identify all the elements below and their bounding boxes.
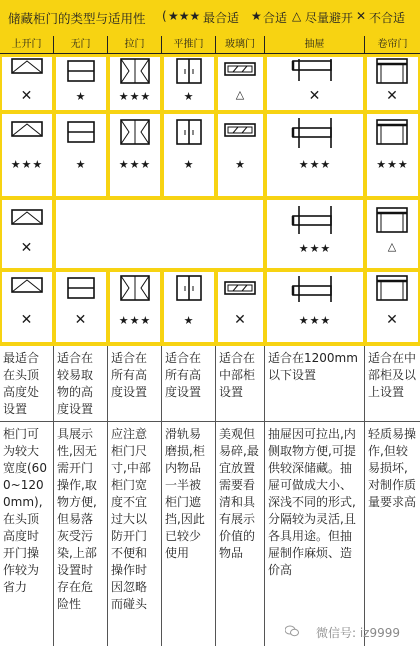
cell-r4-hinged-door: [110, 272, 160, 342]
rating-r4-no-door: ✕: [74, 312, 88, 328]
top-hinged-door-icon: [2, 272, 52, 308]
rating-r3-top-hinged: ✕: [20, 240, 34, 256]
legend-ok-label: 合适: [263, 11, 288, 25]
legend-paren: (: [162, 9, 167, 23]
notes-drawer: 抽屉因可拉出,内侧取物方便,可提供较深储藏。抽屉可做成大小、深浅不同的形式,分隔较为灵活,且各具用途。但抽屉制作麻烦、造价高: [265, 422, 365, 646]
top-hinged-door-icon: [2, 114, 52, 150]
rolling-door-icon: [367, 200, 418, 236]
legend-bad-label: 不合适: [369, 11, 406, 25]
glass-door-icon: [218, 114, 263, 150]
notes-top-hinged: 柜门可为较大宽度(600~1200mm),在头顶高度时开门操作较为省力: [0, 422, 54, 646]
rolling-door-icon: [367, 272, 418, 308]
cell-r2-hinged-door: [110, 114, 160, 196]
cell-r1-sliding-door: [164, 57, 214, 110]
rating-r2-drawer: ★★★: [298, 158, 332, 171]
notes-sliding-door: 滑轨易磨损,柜内物品一半被柜门遮挡,因此已较少使用: [162, 422, 216, 646]
rolling-door-icon: [367, 114, 418, 150]
cell-r1-glass-door: [218, 57, 263, 110]
cell-r2-drawer: [267, 114, 363, 196]
legend-avoid-symbol: △: [292, 9, 302, 23]
title-bar: [0, 0, 420, 37]
col-header-rolling-door: 卷帘门: [365, 36, 420, 54]
cell-r2-sliding-door: [164, 114, 214, 196]
usage-hinged-door: 适合在所有高度设置: [108, 346, 162, 421]
rating-r2-glass-door: ★: [235, 158, 246, 171]
cell-r3-rolling-door: [367, 200, 418, 268]
rating-r2-no-door: ★: [75, 158, 87, 171]
watermark: 微信号: iz9999: [315, 626, 400, 640]
open-shelf-icon: [56, 57, 106, 87]
top-hinged-door-icon: [2, 57, 52, 87]
cell-r4-top-hinged: [2, 272, 52, 342]
cell-r3-drawer: [267, 200, 363, 268]
legend-best-label: 最合适: [203, 11, 240, 25]
col-header-hinged-door: 拉门: [108, 36, 162, 54]
usage-glass-door: 适合在中部柜设置: [216, 346, 265, 421]
rating-r1-drawer: ✕: [308, 88, 322, 104]
rating-r1-hinged-door: ★★★: [118, 90, 152, 103]
rating-r2-top-hinged: ★★★: [10, 158, 44, 171]
cell-r2-top-hinged: [2, 114, 52, 196]
cell-r4-rolling-door: [367, 272, 418, 342]
drawer-icon: [267, 200, 363, 236]
rating-r4-drawer: ★★★: [298, 314, 332, 327]
col-header-no-door: 无门: [54, 36, 108, 54]
open-shelf-icon: [56, 272, 106, 308]
rating-r1-rolling-door: ✕: [386, 88, 399, 104]
notes-glass-door: 美观但易碎,最宜放置需要看清和具有展示价值的物品: [216, 422, 265, 646]
hinged-door-icon: [110, 272, 160, 308]
rating-r1-top-hinged: ✕: [20, 88, 34, 104]
usage-no-door: 适合在较易取物的高度设置: [54, 346, 108, 421]
rating-r4-glass-door: ✕: [234, 312, 247, 328]
cell-r3-empty: [56, 200, 263, 268]
drawer-icon: [267, 57, 363, 87]
sliding-door-icon: [164, 57, 214, 87]
cell-r4-sliding-door: [164, 272, 214, 342]
cell-r1-drawer: [267, 57, 363, 110]
top-hinged-door-icon: [2, 200, 52, 236]
legend-bad-symbol: ✕: [356, 9, 367, 23]
rating-r2-rolling-door: ★★★: [376, 158, 409, 171]
sliding-door-icon: [164, 114, 214, 150]
rolling-door-icon: [367, 57, 418, 87]
wechat-icon: [285, 625, 299, 637]
legend-best-symbol: ★★★: [168, 9, 201, 23]
rating-r3-drawer: ★★★: [298, 242, 332, 255]
cell-r1-hinged-door: [110, 57, 160, 110]
rating-r4-sliding-door: ★: [183, 314, 195, 327]
cell-r1-no-door: [56, 57, 106, 110]
cell-r4-glass-door: [218, 272, 263, 342]
rating-r4-hinged-door: ★★★: [118, 314, 152, 327]
hinged-door-icon: [110, 57, 160, 87]
rating-r1-no-door: ★: [75, 90, 87, 103]
usage-sliding-door: 适合在所有高度设置: [162, 346, 216, 421]
col-header-sliding-door: 平推门: [162, 36, 216, 54]
legend-avoid-label: 尽量避开: [305, 11, 354, 25]
usage-drawer: 适合在1200mm以下设置: [265, 346, 365, 421]
drawer-icon: [267, 114, 363, 150]
usage-rolling-door: 适合在中部柜及以上设置: [368, 351, 417, 399]
drawer-icon: [267, 272, 363, 308]
notes-no-door: 具展示性,因无需开门操作,取物方便,但易落灰受污染,上部设置时存在危险性: [54, 422, 108, 646]
rating-r2-sliding-door: ★: [183, 158, 195, 171]
cell-r4-drawer: [267, 272, 363, 342]
legend-ok-symbol: ★: [251, 9, 262, 23]
rating-r1-glass-door: △: [235, 88, 246, 101]
cell-r2-rolling-door: [367, 114, 418, 196]
glass-door-icon: [218, 272, 263, 308]
cell-r2-glass-door: [218, 114, 263, 196]
notes-rolling-door: 轻质易操作,但较易损坏,对制作质量要求高: [368, 427, 417, 509]
rating-r1-sliding-door: ★: [183, 90, 195, 103]
rating-r2-hinged-door: ★★★: [118, 158, 152, 171]
cell-r3-top-hinged: [2, 200, 52, 268]
table-title: 储藏柜门的类型与适用性: [8, 11, 146, 26]
rating-r4-rolling-door: ✕: [386, 312, 399, 328]
cell-r2-no-door: [56, 114, 106, 196]
col-header-glass-door: 玻璃门: [216, 36, 265, 54]
cell-r1-top-hinged: [2, 57, 52, 110]
glass-door-icon: [218, 57, 263, 87]
notes-hinged-door: 应注意柜门尺寸,中部柜门宽度不宜过大以防开门不便和操作时因忽略而碰头: [108, 422, 162, 646]
open-shelf-icon: [56, 114, 106, 150]
usage-top-hinged: 最适合在头顶高度处设置: [0, 346, 54, 421]
rating-r3-rolling-door: △: [387, 240, 398, 253]
col-header-drawer: 抽屉: [265, 36, 365, 54]
hinged-door-icon: [110, 114, 160, 150]
sliding-door-icon: [164, 272, 214, 308]
rating-r4-top-hinged: ✕: [20, 312, 34, 328]
cell-r1-rolling-door: [367, 57, 418, 110]
cell-r4-no-door: [56, 272, 106, 342]
col-header-top-hinged: 上开门: [0, 36, 54, 54]
